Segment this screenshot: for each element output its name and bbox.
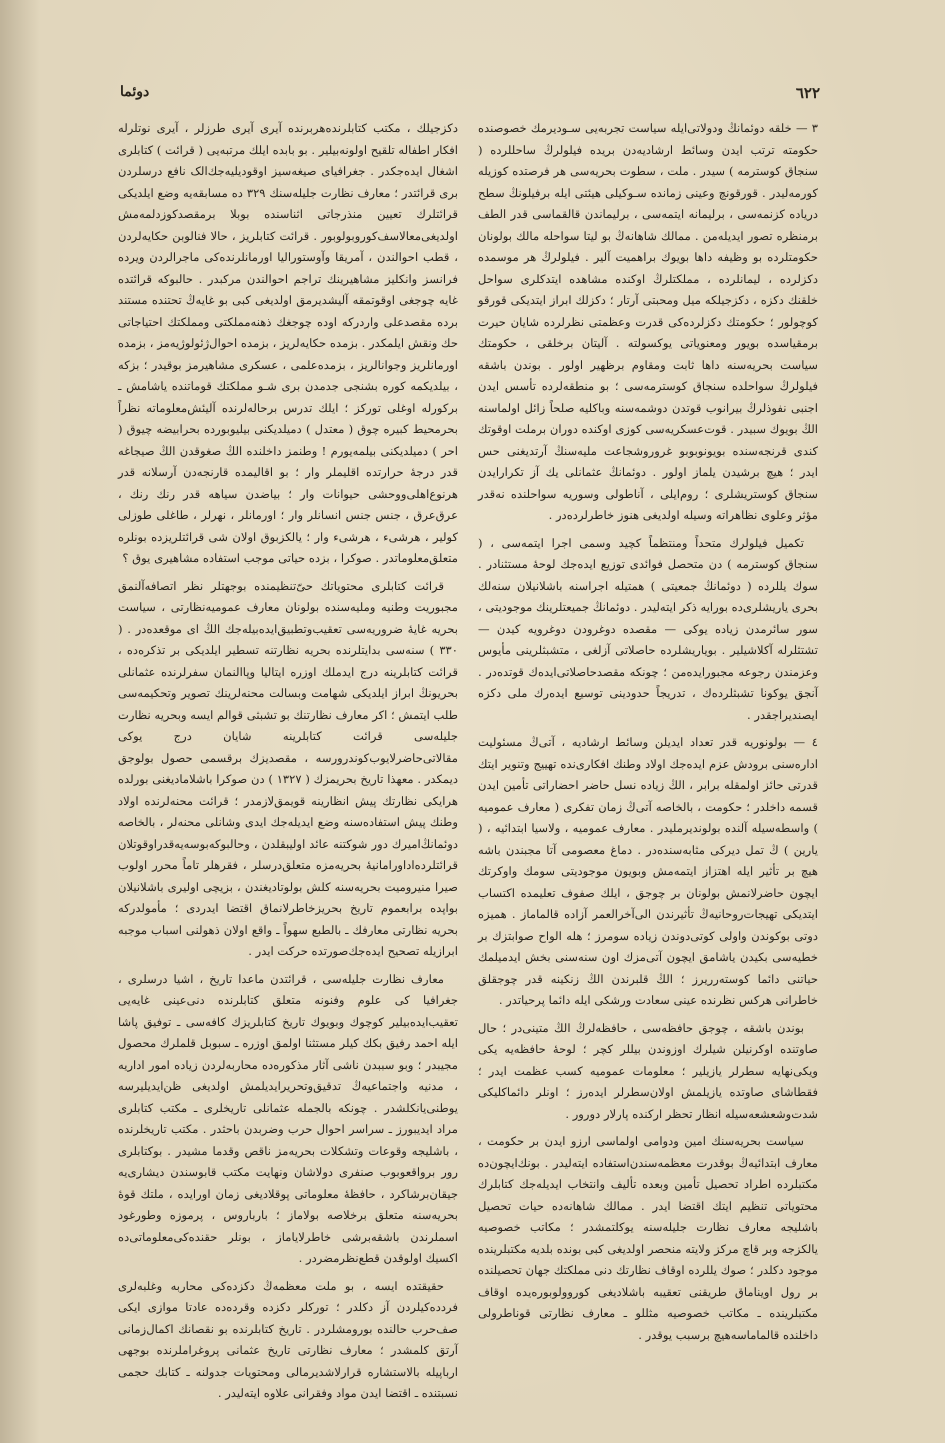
paragraph: معارف نظارت جلیله‌سی ، قرائتدن ماعدا تاریخ ، اشیا درسلری ، جغرافیا کی علوم وفنونه متعلق کتابلرنده دنی‌عینی غایه‌یی تعقیب‌ایده‌بیلیر کوچوك وبویوك تاریخ کتابلریزك کافه‌سی ـ توفیق پاشا ایله احمد رفیق بکك کیلر مستثنا اولمق اوزره ـ سبوبل قلملرك محصول مجیبدر ؛ وبو سببدن ناشی آثار مذکوره‌ده محاربه‌لردن زیاده امور اداریه ، مدنیه واجتماعیه‌ڭ تدقیق‌وتحریرایدیلمش اولدیغی ظن‌ایدیلیرسه یوطنی‌یانکلشدر . چونکه بالجمله عثمانلی تاریخلری ـ مکتب کتابلری مراد ایدیبورز ـ سراسر احوال حرب وضربدن باحثدر . مکتب تاریخلرنده ، باشلیجه وقوعات وتشکلات بحریه‌مز ناقص وقدما مشیدر . بوکتابلری رور برواقعوبوب صنفری دولاشان ونهایت مکتب قابوسندن دیشاری‌یه جیقان‌برشاکرد ، حافظهٔ معلوماتی پوقلادیغی زمان اورایده ، ملتك قوهٔ بحریه‌سنه متعلق برخلاصه بولاماز ؛ بارباروس ، پرموزه وطورغود اسملرندن باشقه‌برشی خاطرلایاماز ، بونلر حقنده‌کی‌معلوماتی‌ده اکسیك اولوقدن قطع‌نظرمضردر . [118, 971, 458, 1265]
paragraph: بوندن باشقه ، چوجق حافظه‌سی ، حافظه‌لرڭ الڭ متینی‌در ؛ حال صاوتنده اوکرنیلن شیلرك اوزوندن بیللر کچر ؛ لوحهٔ حافظه‌یه یکی ویکی‌نهایه سطرلر یازیلیر ؛ معلومات عمومیه کسب عظمت ایدر ؛ فقطاشای صاوتده یازیلمش اولان‌سطرلر ایده‌رز ؛ اونلر دائماکلیکی شدت‌وشعشعه‌سیله انظار تحظر ارکنده پارلار دورور . [478, 1020, 818, 1121]
paragraph: ٣ — خلقه دوئمانڭ ودولاتی‌ایله سیاست تجربه‌یی سـودیرمك خصوصنده حکومته ترتب ایدن وسائط ارشادیه‌دن بریده فیلولرڭ ساحللرده ( سنجاق کوسترمه ) سیدر . ملت ، سطوت بحریه‌سی هر فرصتده کوزیله کورمه‌لیدر . قورقونچ وعینی زمانده سـوکیلی هیئتی ایله برفیلونڭ سطح دریاده کزنمه‌سی ، برلیمانه ایتمه‌سی ، برلیماندن قالقماسی قدر الطف برمنظره تصور ایدیله‌من . ممالك شاهانه‌ڭ بو لیتا سواحله مالك بولونان حکومتلرده بو وظیفه داها بویوك براهمیت آلیر . فیلولرڭ هر موسمده دکزلرده ، لیمانلرده ، مملکتلرڭ اوکنده مشاهده ایتدکلری سواحل خلقنك دکزه ، دکزجیلکه میل ومحبتی آرتار ؛ دکزلك ابراز ایتدیکی قورقو کوچولور ؛ حکومتك دکزلرده‌کی قدرت وعظمتی نظرلرده شایان حیرت برمقیاسده بویور ومعنویاتی یوکسولته . آلیتان برخلقی ، حکومتك سیاست بحریه‌سنه داها ثابت ومقاوم برظهیر اولور . بوندن باشقه فیلولرڭ سواحلده سنجاق کوسترمه‌سی ؛ بو منطقه‌لرده تأسس ایدن اجنبی نفوذلرڭ بیرانوب قوتدن دوشمه‌سنه وباکلیه صلحاً زائل اولماسنه الڭ بویوك سبیدر . قوت‌عسکریه‌سی کوزی اوکنده دوران برملت اوقوتك کندی قرنجه‌سنده بویو‌نوبوبو غرورو‌شجاعت ملیه‌سنڭ آرتدیغنی حس ایدر ؛ هیچ برشیدن یلماز اولور . دوئمانڭ عثمانلی یك آز تکرارایدن سنجاق کوستریشلری ؛ روم‌ایلی ، آناطولی وسوریه سواحلنده نه‌قدر مؤثر وعلوی نظاهراته وسیله اولدیغی هنوز خاطرلرده‌در . [478, 121, 818, 522]
page-number: ٦٢٢ [795, 84, 820, 102]
paragraph: تکمیل فیلولرك متحداً ومنتظماً کچید وسمی اجرا ایتمه‌سی ، ( سنجاق کوسترمه ) دن متحصل فوائدی توزیع ایده‌جك لوحهٔ مستثنادر . سوك یللرده ( دوئمانڭ جمعیتی ) همتیله اجراسنه باشلانیلان سنه‌لك بحری یاریشلری‌ده بورایه ذکر ایته‌لیدر . دوئمانڭ جمیعتلرینك موجودیتی ، سور سائرمدن زیاده یوکی — مقصده دوغرودن دوغرویه کیدن — تشتثلرله آکلاشیلیر . بویاریشلرده حاصلاتی آزلغی ، متشبثلرینی مأیوس وعزمندن رجوعه مجبورایده‌من ؛ چونکه مقصدحاصلاتی‌ایده‌ك قوتده‌در . آنجق یوکونا تشبثلرده‌ك ، تدریجاً حدودینی توسیع ایده‌رك ملی دکزه ایصندیراجقدر . [477, 535, 818, 722]
paragraph: سیاست بحریه‌سنك امین ودوامی اولماسی ارزو ایدن بر حکومت ، معارف ابتدائیه‌ڭ بوقدرت معظمه‌سندن‌استفاده ایته‌لیدر . بونك‌ایچون‌ده مکتبلرده اطراد تحصیل تأمین وبعده تألیف وانتخاب ایدیله‌جك کتابلرك محتویاتی تنظیم ایتك اقتضا ایدر . ممالك شاهانه‌ده حیات تحصیل باشلیجه معارف نظارت جلیله‌سنه یوکلتمشدر ؛ مکاتب خصوصیه یالکزجه وبر قاچ مرکز ولایته منحصر اولدیغی کبی بونده بلدیه مکتبلرینده موجود دکلدر ؛ صوك یللرده اوقاف نظارتك دنی مملکتك جهان تحصیلنده بر رول اویناماق طریقنی تعقیبه باشلادیغی کوروولوبوره‌یده اوقاف مکتبلرینده ـ مکاتب خصوصیه مثللو ـ معارف نظارتی قوناطرولی داخلنده قالماماسه‌هیچ برسبب یوقدر . [478, 1134, 818, 1342]
paragraph: ٤ — بولونوریه قدر تعداد ایدیلن وسائط ارشادیه ، آتی‌ڭ مسئولیت اداره‌سنی برودش عزم ایده‌جك اولاد وطنك افکاری‌نده تهییج وتنویر ایتك قدرتی حائز اولمقله برابر ، الڭ زیاده نسل حاضر احضاراتی تأمین ایدن قسمه داخلدر ؛ حکومت ، بالخاصه آتی‌ڭ زمان تفکری ( معارف عمومیه ) واسطه‌سیله آلنده بولوندیرملیدر . معارف عمومیه ، ولاسیا ابتدائیه ، ( یارین ) ڭ تمل دیرکی مثابه‌سنده‌در . دماغ معصومی آتا مجبندن باشه هیچ بر تأثیر ایله اهتزاز ایتمه‌مش وبویون موجودیتی سومك واوکرتك ایچون حاضرلانمش بولونان بر چوجق ، ایلك صفوف تعلیمده اکتساب ایتدیکی تهیجات‌روحانیه‌ڭ تأثیرندن الی‌آخرالعمر آزاده قالماماز . همیزه دوتی بوکوندن واولی کوتی‌دوندن زیاده سومرز ؛ هله الواح صوابتزك بر خطیه‌سی بکیدن یاشامق ایچون آتی‌مزك اون سنه‌سنی بخش ایدمیلمك حیاتنی دائما کوسته‌رریرز ؛ الڭ قلبرندن الڭ زنکینه قدر چوجقلق خاطرانی هرکس نظرنده عینی سعادت ورشکی ایله دائما پرحیاتدر . [478, 735, 818, 1007]
binding-shadow [0, 0, 40, 1443]
paragraph: قرائت کتابلری محتویاتك حیّ‌تنظیمنده بوجهتلر نظر اتصافه‌آلنمق مجبوریت وطنیه وملیه‌سنده بولونان معارف عمومیه‌نظارتی ، سیاست بحریه غایهٔ ضروریه‌سی تعقیب‌وتطبیق‌ایده‌بیله‌جك الڭ ای موقعده‌در . ( ٣٣٠ ) سنه‌سی بدایتلرنده بحریه نظارتنه تسطیر ایلدیکی بر تذکره‌ده ، قرائت کتابلرینه درج ایدملك اوزره ایتالیا وپاالنمان سفرلرنده عثمانلی بحریونڭ ابراز ایلدیکی شهامت وبسالت محنه‌لرینك تصویر وتحکیمه‌سی طلب ایتمش ؛ اکر معارف نظارتنك بو تشبثی قوالم ایسه وبحریه نظارت جلیله‌سی قرائت کتابلرینه شایان درج یوکی مقالاتی‌حاضرلایوب‌کوندرورسه ، مقصدیزك برقسمی حصول بولوجق دیمکدر . معهذا تاریخ بحریمزك ( ١٣٢٧ ) دن صوکرا باشلامادیغنی بورلده هرایکی نظارتك پیش انظارینه قویمق‌لازمدر ؛ قرائت محنه‌لرنده اولاد وطنك پیش استفاده‌سنه وضع ایدیله‌جك ایدی وشانلی محنه‌لر ، بالخاصه دوئمانڭ‌امیرك دور شوکتنه عائد اولیبقلدن ، وحالبوکه‌بوسه‌یه‌قدراوقوتلان قرائتلرده‌اداورامانیهٔ بحریه‌مزه متعلق‌درسلر ، فقرهلر تاماً محرر اولوب صیرا منیرومیت بحریه‌سنه کلش بولوتادیغندن ، بزیچی اولیری باشلانیلان بواپده برابعموم تاریخ بحریزخاطرلانماق اقتضا ایدردی ؛ مأمولدرکه بحریه نظارتی معارفك ـ بالطبع سهواً ـ واقع اولان ذهولنی اسباب موجبه ابرازیله تصحیح ایده‌جك‌صورتده حرکت ایدر . [118, 578, 459, 958]
left-text-column [118, 118, 459, 1400]
paragraph: حقیقتده ایسه ، بو ملت معظمه‌ڭ دکزده‌کی محاربه وغلبه‌لری فردده‌کیلردن آز دکلدر ؛ تورکلر دکزده وقرده‌ده عادتا موازی ایکی صف‌حرب حالنده بورومشلردر . تاریخ کتابلرنده بو نقصانك اکمال‌زمانی آرتق کلمشدر ؛ معارف نظارتی تاریخ عثمانی پروغراملرنده بوجهی ارباپیله بالاستشاره قرارلاشدیرمالی ومحتویات جدولنه ـ کتابك حجمی نسبتنده ـ اقتضا ایدن مواد وفقرانی علاوه ایته‌لیدر . [118, 1278, 458, 1400]
paragraph: دکزجیلك ، مکتب کتابلرنده‌هربرنده آیری آیری طرزلر ، آیری نوتلرله افکار اطفاله تلقیح اولونه‌بیلیر . بو بابده ایلك مرتبه‌یی ( قرائت ) کتابلری اشغال ایده‌جکدر . جغرافیای صیغه‌سیز اوقودیلیه‌جك‌الک نافع درسلردن بری قرائتدر ؛ معارف نظارت جلیله‌سنك ٣٢٩ ده مسابقه‌یه وضع ایلدیکی قرائتلرك تعیین منذرجاتی اثناسنده بوبلا برمقصدکوزدلمه‌مش اولدیغی‌معالاسف‌کوروبولوبور . قرائت کتابلریز ، حالا فنالوبن حکایه‌لردن ، قطب احوالندن ، آمریقا وآوستورالیا اورمانلرنده‌کی ماجرالردن ویرده فرانسز وانکلیز مشاهیرینك تراجم احوالندن مرکبدر . حالبوکه قرائتده غایه چوجغی اوقوتمقه آلیشدیرمق اولدیغی کبی بو غایه‌ڭ تحتنده مستند برده مقصدعلی واردرکه اوده چوجغك ذهنه‌مملکتی ومملکتك احتیاجاتی حك ونقش ایلمکدر . بزمده حکایه‌لریز ، بزمده احوال‌ژئولوژیه‌مز ، بزمده اورمانلریز وجوانالریز ، بزمده‌علمی ، عسکری مشاهیرمز بوقیدر ؛ بزکه ، بیلدیکمه کوره بشنجی جدمدن بری شـو مملکتك قوماتنده یاشامش ـ برکورله اوغلی تورکز ؛ ایلك تدرس برحاله‌لرنده آلیئش‌معلوماته نظراً بحرمحیط کبیره چوق ( معتدل ) دمیلدیکنی بیلیوبورده بحرابیضه چیوق ( احر ) دمیلدیکنی بیلمه‌یورم ! وطنمز داخلنده الڭ صغوقدن الڭ صیجاغه قدر درجهٔ حرارتده اقلیملر وار ؛ بو اقالیمده قارنجه‌دن آرسلانه قدر هرنوع‌اهلی‌ووحشی حیوانات وار ؛ بیاضدن سیاهه قدر رنك رنك ، عرق‌عرق ، جنس جنس انسانلر وار ؛ اورمانلر ، نهرلر ، طاغلی طوزلی کولیر ، هرشی‌ء ، هرشی‌ء وار ؛ یالکزبوق اولان شی قرائتلریزده بونلره متعلق‌معلوماتدر . صوکرا ، بزده حیاتی موجب استفاده مشاهیری یوق ؟ [118, 121, 458, 565]
page-header [120, 84, 820, 110]
running-head: دوئما [120, 84, 150, 100]
right-text-column [477, 118, 818, 1342]
